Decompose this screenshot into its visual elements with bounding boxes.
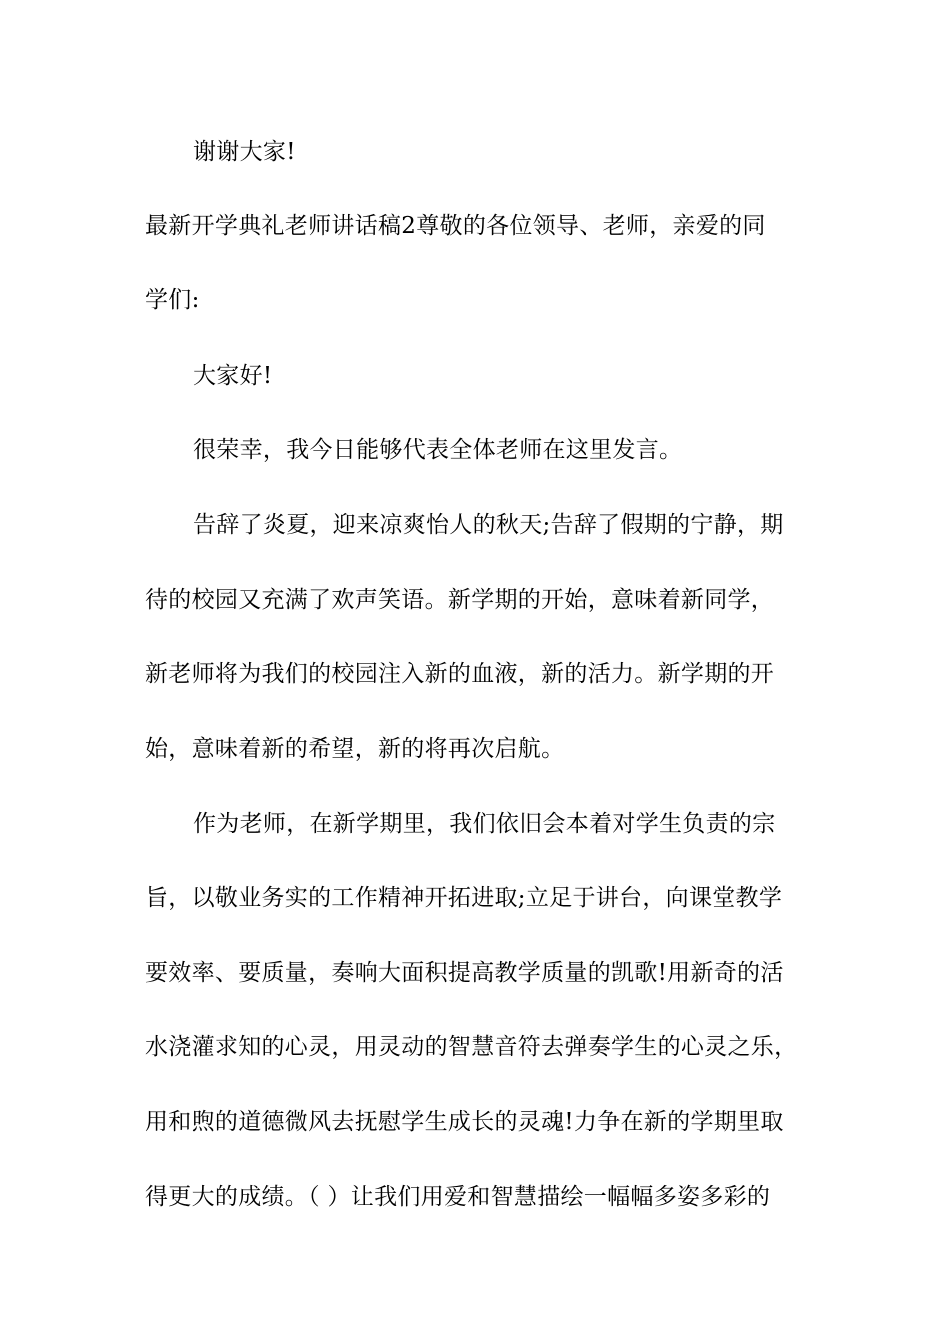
text-line: 大家好! [193,363,273,389]
text-line: 新老师将为我们的校园注入新的血液，新的活力。新学期的开 [145,661,775,687]
text-line: 用和煦的道德微风去抚慰学生成长的灵魂!力争在新的学期里取 [145,1109,784,1135]
text-line: 水浇灌求知的心灵，用灵动的智慧音符去弹奏学生的心灵之乐， [145,1034,798,1060]
text-line: 旨，以敬业务实的工作精神开拓进取;立足于讲台，向课堂教学 [145,885,783,911]
text-line: 要效率、要质量，奏响大面积提高教学质量的凯歌!用新奇的活 [145,960,784,986]
text-line: 始，意味着新的希望，新的将再次启航。 [145,736,565,762]
text-line: 待的校园又充满了欢声笑语。新学期的开始，意味着新同学， [145,587,775,613]
text-line: 谢谢大家! [193,139,296,165]
text-line: 最新开学典礼老师讲话稿2尊敬的各位领导、老师，亲爱的同 [145,213,766,239]
text-line: 告辞了炎夏，迎来凉爽怡人的秋天;告辞了假期的宁静，期 [193,512,784,538]
text-line: 作为老师，在新学期里，我们依旧会本着对学生负责的宗 [193,811,776,837]
text-line: 得更大的成绩。（ ）让我们用爱和智慧描绘一幅幅多姿多彩的 [145,1184,771,1210]
text-line: 很荣幸，我今日能够代表全体老师在这里发言。 [193,437,683,463]
text-line: 学们: [145,287,200,313]
